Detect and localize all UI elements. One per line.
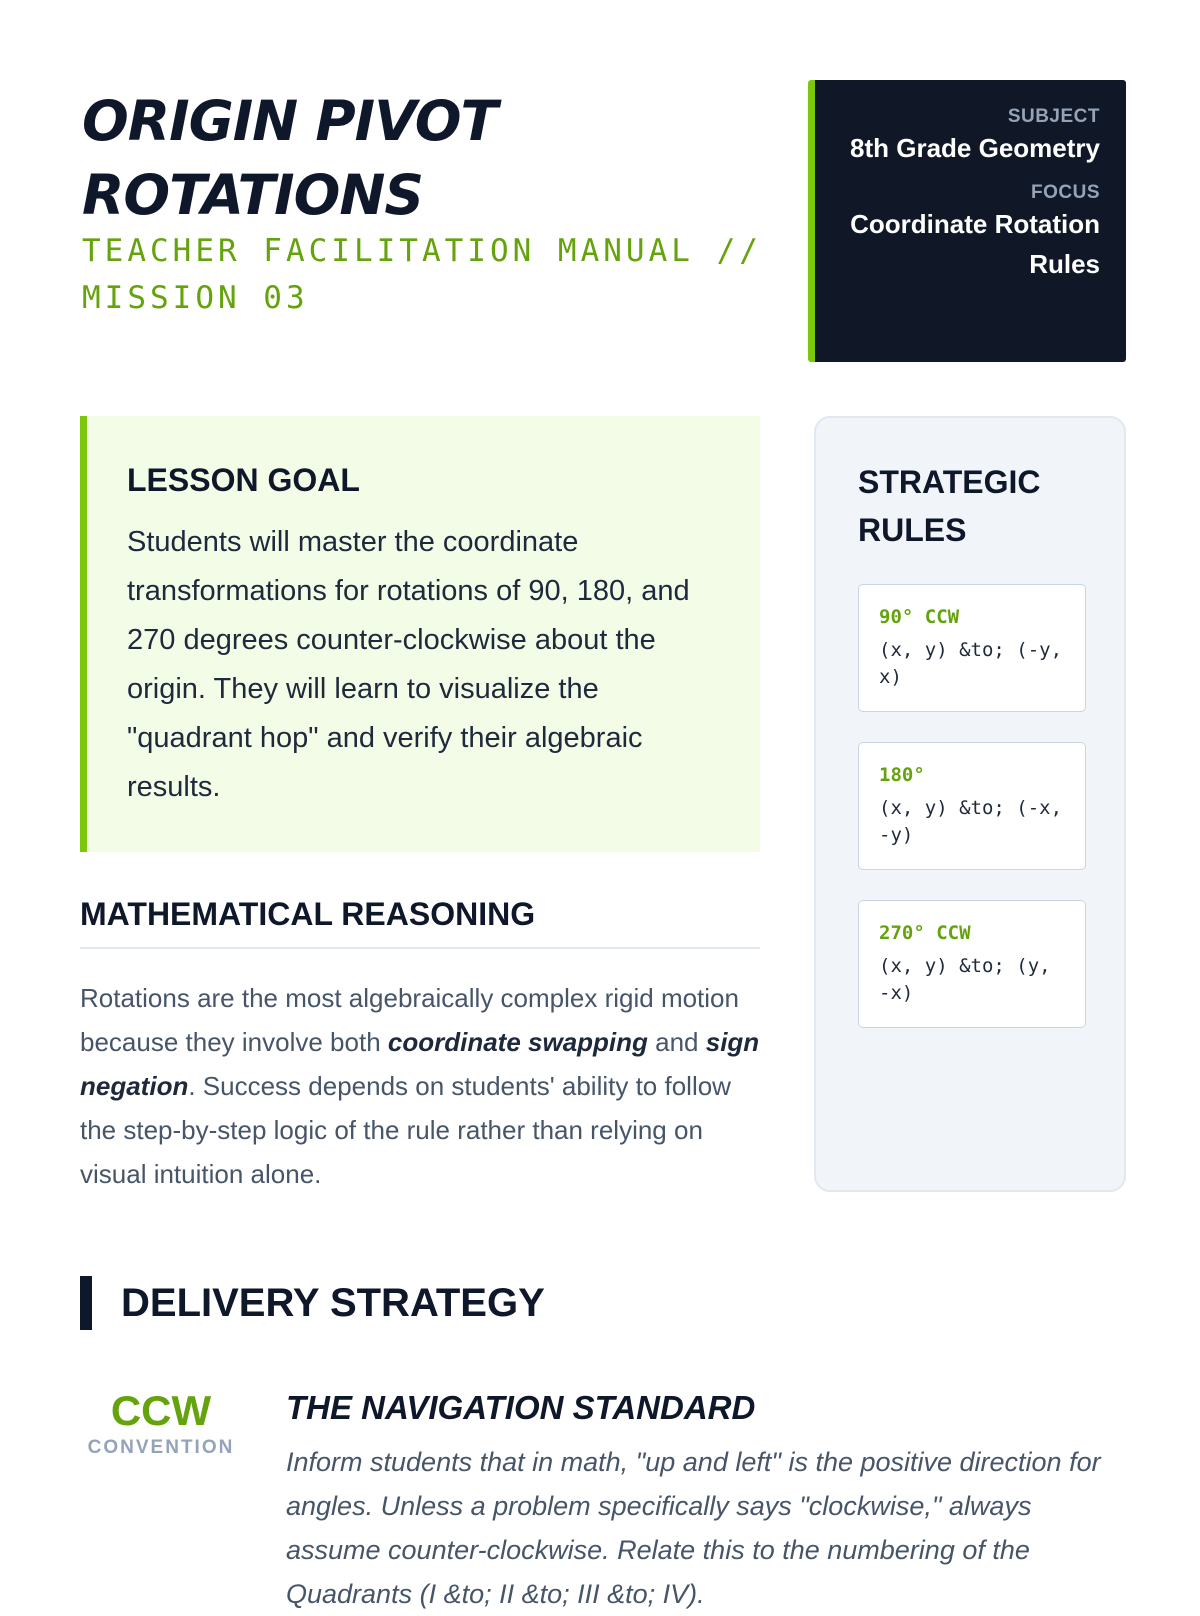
reasoning-emphasis: sign negation: [80, 1027, 760, 1101]
page-subtitle: TEACHER FACILITATION MANUAL // MISSION 03: [82, 233, 762, 316]
lesson-goal-heading: LESSON GOAL: [127, 462, 360, 498]
reasoning-text-part: . Success depends on students' ability to follow the step-by-step logic of the rule rather than relying on visual intuition alone.: [80, 1071, 731, 1189]
convention-word: CCW: [110, 1387, 212, 1434]
strategy-text: Inform students that in math, "up and left" is the positive direction for angles. Unless a problem specifically says "clockwise," always assume counter-clockwise. Relate this to the numbering of the Quadrants (I &to; II &to; III &to; IV).: [286, 1447, 1101, 1609]
strategic-rules-heading: STRATEGIC RULES: [858, 464, 1041, 548]
reasoning-heading: MATHEMATICAL REASONING: [80, 896, 760, 949]
reasoning-text-part: Rotations are the most algebraically complex rigid motion because they involve both: [80, 983, 739, 1057]
section-accent-bar: [80, 1276, 92, 1330]
subject-value: 8th Grade Geometry: [850, 133, 1100, 163]
rule-card: [858, 584, 1086, 712]
strategy-title: THE NAVIGATION STANDARD: [286, 1389, 756, 1426]
meta-card: [808, 80, 1126, 362]
rule-card: [858, 742, 1086, 870]
rule-formula: (x, y) &to; (y, -x): [879, 955, 1051, 1004]
rule-angle: 270° CCW: [879, 922, 971, 944]
convention-badge: [80, 1388, 242, 1462]
convention-label: CONVENTION: [87, 1437, 235, 1458]
page-title: ORIGIN PIVOT ROTATIONS: [82, 89, 498, 227]
lesson-goal-text: Students will master the coordinate transformations for rotations of 90, 180, and 270 degrees counter-clockwise about the origin. They will learn to visualize the "quadrant hop" and verify their algebraic results.: [127, 526, 690, 803]
subject-label: SUBJECT: [1007, 106, 1100, 127]
rule-angle: 180°: [879, 764, 925, 786]
delivery-heading: DELIVERY STRATEGY: [121, 1281, 545, 1325]
focus-value: Coordinate Rotation Rules: [850, 209, 1100, 279]
reasoning-text-part: and: [647, 1027, 706, 1057]
reasoning-text: [80, 976, 760, 1196]
lesson-goal-box: [80, 416, 760, 852]
rule-card: [858, 900, 1086, 1028]
reasoning-emphasis: coordinate swapping: [387, 1027, 648, 1057]
rule-formula: (x, y) &to; (-y, x): [879, 639, 1063, 688]
strategic-rules-panel: [814, 416, 1126, 1192]
rule-formula: (x, y) &to; (-x, -y): [879, 797, 1063, 846]
focus-label: FOCUS: [1031, 182, 1100, 203]
rule-angle: 90° CCW: [879, 606, 960, 628]
